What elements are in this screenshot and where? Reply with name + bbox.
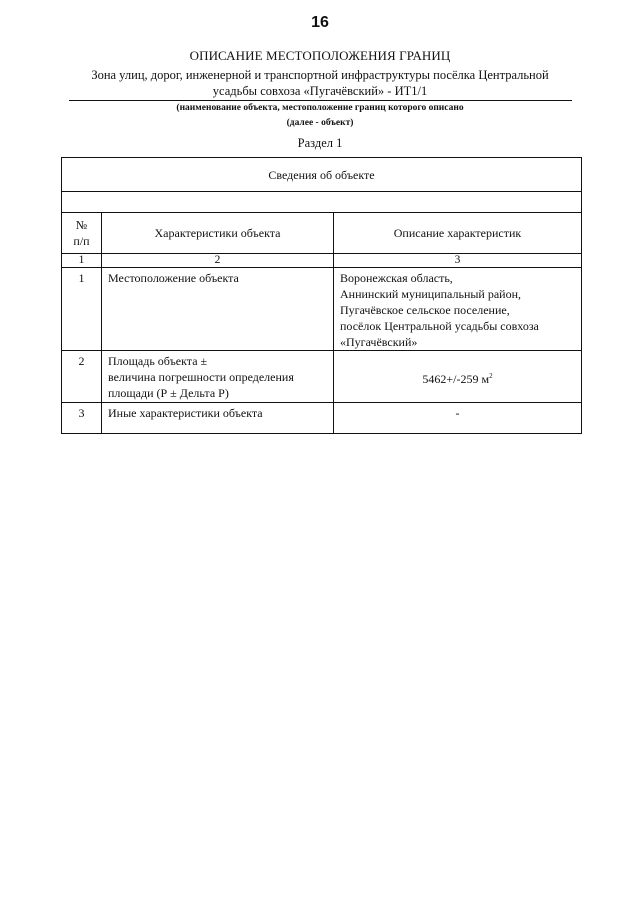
table-row [62, 403, 582, 434]
characteristic-line: величина погрешности определения [108, 370, 294, 384]
description-line: Аннинский муниципальный район, [340, 287, 522, 301]
column-header-number-line-1: № [75, 218, 88, 232]
description-line: «Пугачёвский» [340, 335, 418, 349]
description-line: посёлок Центральной усадьбы совхоза [340, 319, 539, 333]
caption-note-line-2: (далее - объект) [286, 118, 354, 128]
object-info-table [61, 157, 582, 434]
row-description: - [334, 403, 582, 434]
caption-note-line-1: (наименование объекта, местоположение границ которого описано [176, 103, 464, 113]
column-header-description: Описание характеристик [334, 213, 582, 254]
column-header-number [62, 213, 102, 254]
row-number: 3 [62, 403, 102, 434]
row-number: 1 [62, 268, 102, 351]
underline-rule [69, 100, 572, 101]
table-header: Сведения об объекте [62, 158, 582, 192]
row-number: 2 [62, 351, 102, 403]
table-blank-row [62, 192, 582, 213]
table-row [62, 351, 582, 403]
characteristic-line: Площадь объекта ± [108, 354, 208, 368]
row-description [334, 268, 582, 351]
area-unit-exponent: 2 [489, 372, 493, 380]
area-value: 5462+/-259 м [422, 372, 490, 386]
description-line: Пугачёвское сельское поселение, [340, 303, 510, 317]
page-number: 16 [311, 14, 329, 31]
table-header-row [62, 158, 582, 192]
blank-cell [62, 192, 582, 213]
table-row [62, 268, 582, 351]
object-name-line-2: усадьбы совхоза «Пугачёвский» - ИТ1/1 [212, 84, 428, 98]
object-name-line-1: Зона улиц, дорог, инженерной и транспортной инфраструктуры посёлка Центральной [91, 68, 549, 82]
characteristic-line: площади (Р ± Дельта Р) [108, 386, 229, 400]
column-index-row [62, 254, 582, 268]
description-line: Воронежская область, [340, 271, 453, 285]
row-description-area [334, 351, 582, 403]
document-title: ОПИСАНИЕ МЕСТОПОЛОЖЕНИЯ ГРАНИЦ [189, 48, 451, 63]
section-label: Раздел 1 [297, 136, 343, 150]
column-index-3: 3 [334, 254, 582, 268]
column-index-2: 2 [102, 254, 334, 268]
object-name [70, 67, 570, 99]
column-index-1: 1 [62, 254, 102, 268]
column-header-characteristics: Характеристики объекта [102, 213, 334, 254]
column-headers-row [62, 213, 582, 254]
row-characteristic: Местоположение объекта [102, 268, 334, 351]
row-characteristic: Иные характеристики объекта [102, 403, 334, 434]
column-header-number-line-2: п/п [73, 234, 90, 248]
row-characteristic [102, 351, 334, 403]
